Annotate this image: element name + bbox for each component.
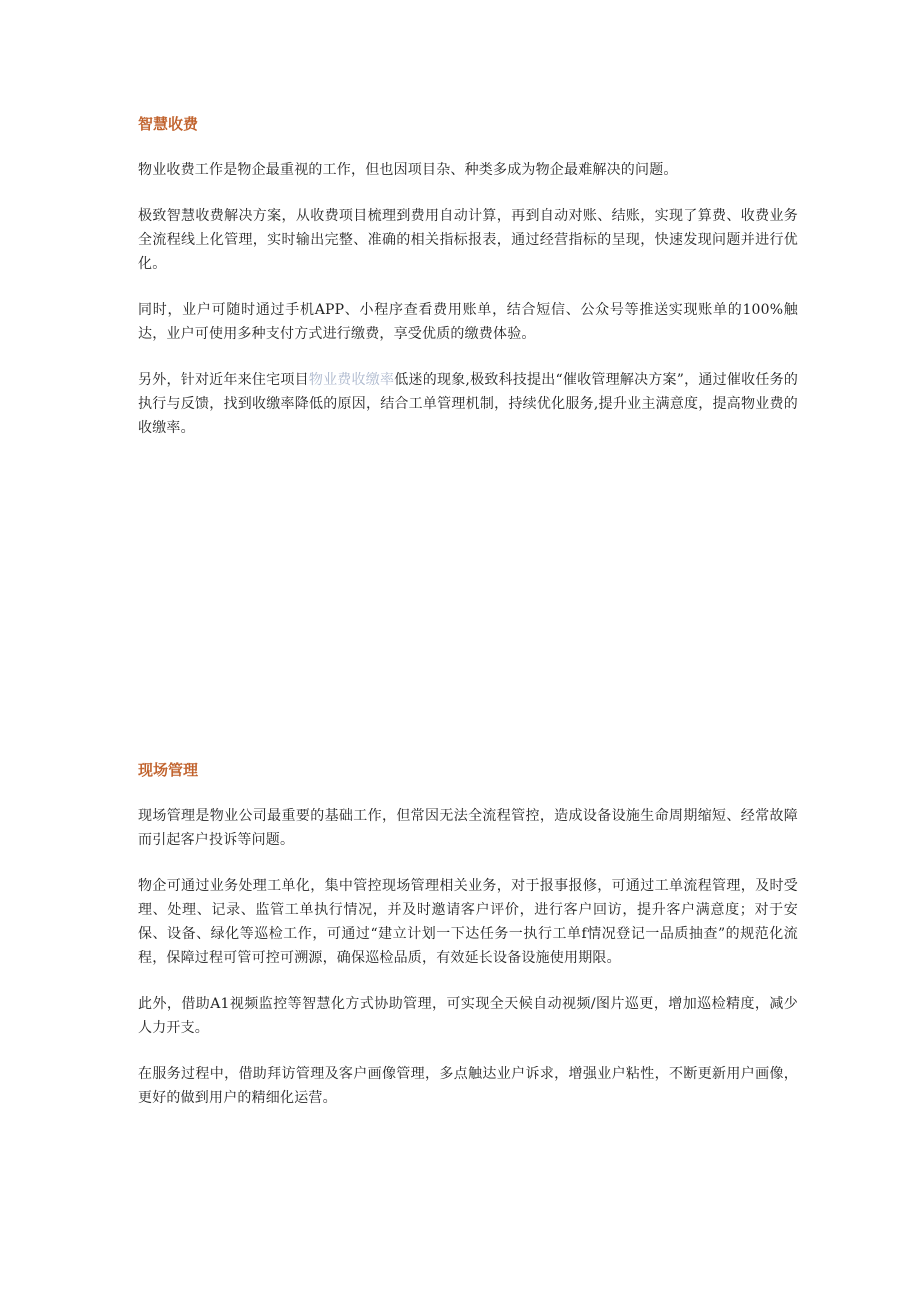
paragraph: 现场管理是物业公司最重要的基础工作，但常因无法全流程管控，造成设备设施生命周期缩短、经常故障而引起客户投诉等问题。 bbox=[138, 808, 798, 848]
section-on-site-management bbox=[138, 758, 798, 1132]
paragraph: 极致智慧收费解决方案，从收费项目梳理到费用自动计算，再到自动对账、结账，实现了算费、收费业务全流程线上化管理，实时输出完整、准确的相关指标报表，通过经营指标的呈现，快速发现问题并进行优化。 bbox=[138, 208, 798, 272]
section-heading: 现场管理 bbox=[138, 761, 199, 779]
paragraph bbox=[138, 368, 798, 440]
property-fee-collection-rate-link[interactable]: 物业费收缴率 bbox=[308, 372, 395, 388]
section-smart-billing bbox=[138, 112, 798, 462]
paragraph: 同时，业户可随时通过手机APP、小程序查看费用账单，结合短信、公众号等推送实现账单的100%触达，业户可使用多种支付方式进行缴费，享受优质的缴费体验。 bbox=[138, 302, 798, 342]
paragraph: 物业收费工作是物企最重视的工作，但也因项目杂、种类多成为物企最难解决的问题。 bbox=[138, 162, 678, 178]
paragraph: 此外，借助A1视频监控等智慧化方式协助管理，可实现全天候自动视频/图片巡更，增加巡检精度，减少人力开支。 bbox=[138, 996, 798, 1036]
paragraph-text: 另外，针对近年来住宅项目 bbox=[138, 372, 309, 388]
paragraph: 物企可通过业务处理工单化，集中管控现场管理相关业务，对于报事报修，可通过工单流程管理，及时受理、处理、记录、监管工单执行情况，并及时邀请客户评价，进行客户回访，提升客户满意度；对于安保、设备、绿化等巡检工作，可通过“建立计划一下达任务一执行工单f情况登记一品质抽查”的规范化流程，保障过程可管可控可溯源，确保巡检品质，有效延长设备设施使用期限。 bbox=[138, 878, 798, 966]
paragraph: 在服务过程中，借助拜访管理及客户画像管理，多点触达业户诉求，增强业户粘性，不断更新用户画像，更好的做到用户的精细化运营。 bbox=[138, 1066, 798, 1106]
section-heading: 智慧收费 bbox=[138, 115, 199, 133]
paragraph-text: 低迷的现象,极致科技提出“催收管理解决方案”，通过催收任务的执行与反馈，找到收缴率降低的原因，结合工单管理机制，持续优化服务,提升业主满意度，提高物业费的收缴率。 bbox=[138, 372, 799, 436]
